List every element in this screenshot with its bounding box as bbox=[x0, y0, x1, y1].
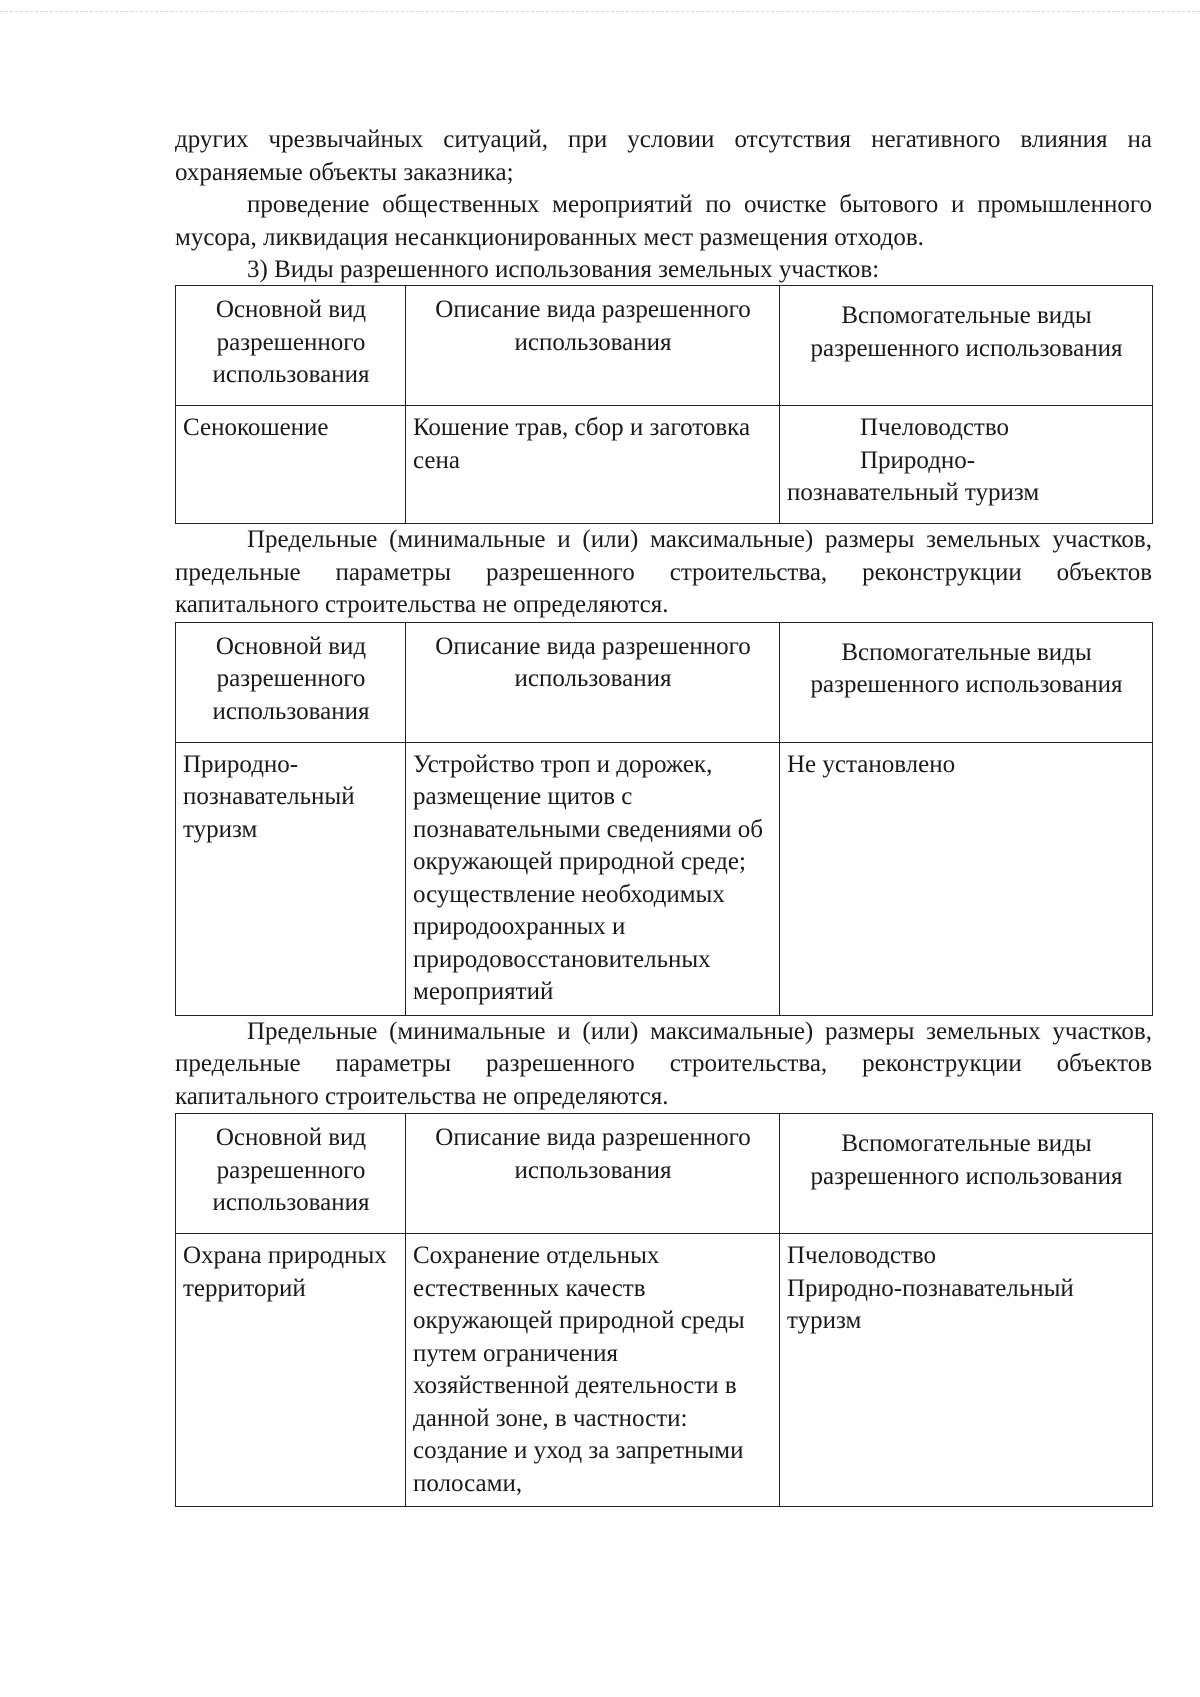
scan-edge-line bbox=[0, 11, 1200, 12]
header-auxiliary-use: Вспомогательные виды разрешенного использования bbox=[780, 622, 1153, 742]
table-row bbox=[176, 406, 1153, 524]
header-description: Описание вида разрешенного использования bbox=[406, 1114, 780, 1234]
aux-item: Пчеловодство bbox=[787, 1242, 936, 1269]
document-body bbox=[175, 124, 1152, 1507]
cell-main-use: Природно-познавательный туризм bbox=[176, 742, 406, 1015]
limits-note-1: Предельные (минимальные и (или) максимальные) размеры земельных участков, предельные параметры разрешенного строительства, реконструкции объектов капитального строительства не определяются. bbox=[175, 526, 1152, 618]
land-use-table-3 bbox=[175, 1113, 1153, 1507]
paragraph-emergencies: других чрезвычайных ситуаций, при условии отсутствия негативного влияния на охраняемые объекты заказника; bbox=[175, 126, 1152, 186]
header-main-use: Основной вид разрешенного использования bbox=[176, 286, 406, 406]
paragraph-cleanup: проведение общественных мероприятий по очистке бытового и промышленного мусора, ликвидация несанкционированных мест размещения отходов. bbox=[175, 191, 1152, 251]
header-main-use: Основной вид разрешенного использования bbox=[176, 1114, 406, 1234]
aux-item: Природно- bbox=[860, 446, 976, 474]
cell-main-use: Сенокошение bbox=[176, 406, 406, 524]
header-auxiliary-use: Вспомогательные виды разрешенного использования bbox=[780, 1114, 1153, 1234]
header-auxiliary-use: Вспомогательные виды разрешенного использования bbox=[780, 286, 1153, 406]
cell-description: Сохранение отдельных естественных качеств окружающей природной среды путем ограничения хозяйственной деятельности в данной зоне, в частности: создание и уход за запретными полосами, bbox=[406, 1234, 780, 1507]
aux-item: познавательный туризм bbox=[787, 479, 1040, 506]
aux-item: Пчеловодство bbox=[860, 414, 1009, 441]
header-main-use: Основной вид разрешенного использования bbox=[176, 622, 406, 742]
aux-item: Природно-познавательный туризм bbox=[787, 1274, 1074, 1334]
header-description: Описание вида разрешенного использования bbox=[406, 286, 780, 406]
land-use-table-1 bbox=[175, 285, 1153, 524]
cell-description: Устройство троп и дорожек, размещение щитов с познавательными сведениями об окружающей природной среде; осуществление необходимых природоохранных и природовосстановительных мероприятий bbox=[406, 742, 780, 1015]
table-header-row bbox=[176, 622, 1153, 742]
section-title: 3) Виды разрешенного использования земельных участков: bbox=[247, 256, 880, 283]
limits-note-2: Предельные (минимальные и (или) максимальные) размеры земельных участков, предельные параметры разрешенного строительства, реконструкции объектов капитального строительства не определяются. bbox=[175, 1017, 1152, 1110]
cell-auxiliary-use: Не установлено bbox=[780, 742, 1153, 1015]
cell-main-use: Охрана природных территорий bbox=[176, 1234, 406, 1507]
cell-auxiliary-use bbox=[780, 406, 1153, 524]
land-use-table-2 bbox=[175, 622, 1153, 1016]
table-row bbox=[176, 1234, 1153, 1507]
cell-auxiliary-use bbox=[780, 1234, 1153, 1507]
cell-description: Кошение трав, сбор и заготовка сена bbox=[406, 406, 780, 524]
table-row bbox=[176, 742, 1153, 1015]
header-description: Описание вида разрешенного использования bbox=[406, 622, 780, 742]
table-header-row bbox=[176, 1114, 1153, 1234]
table-header-row bbox=[176, 286, 1153, 406]
